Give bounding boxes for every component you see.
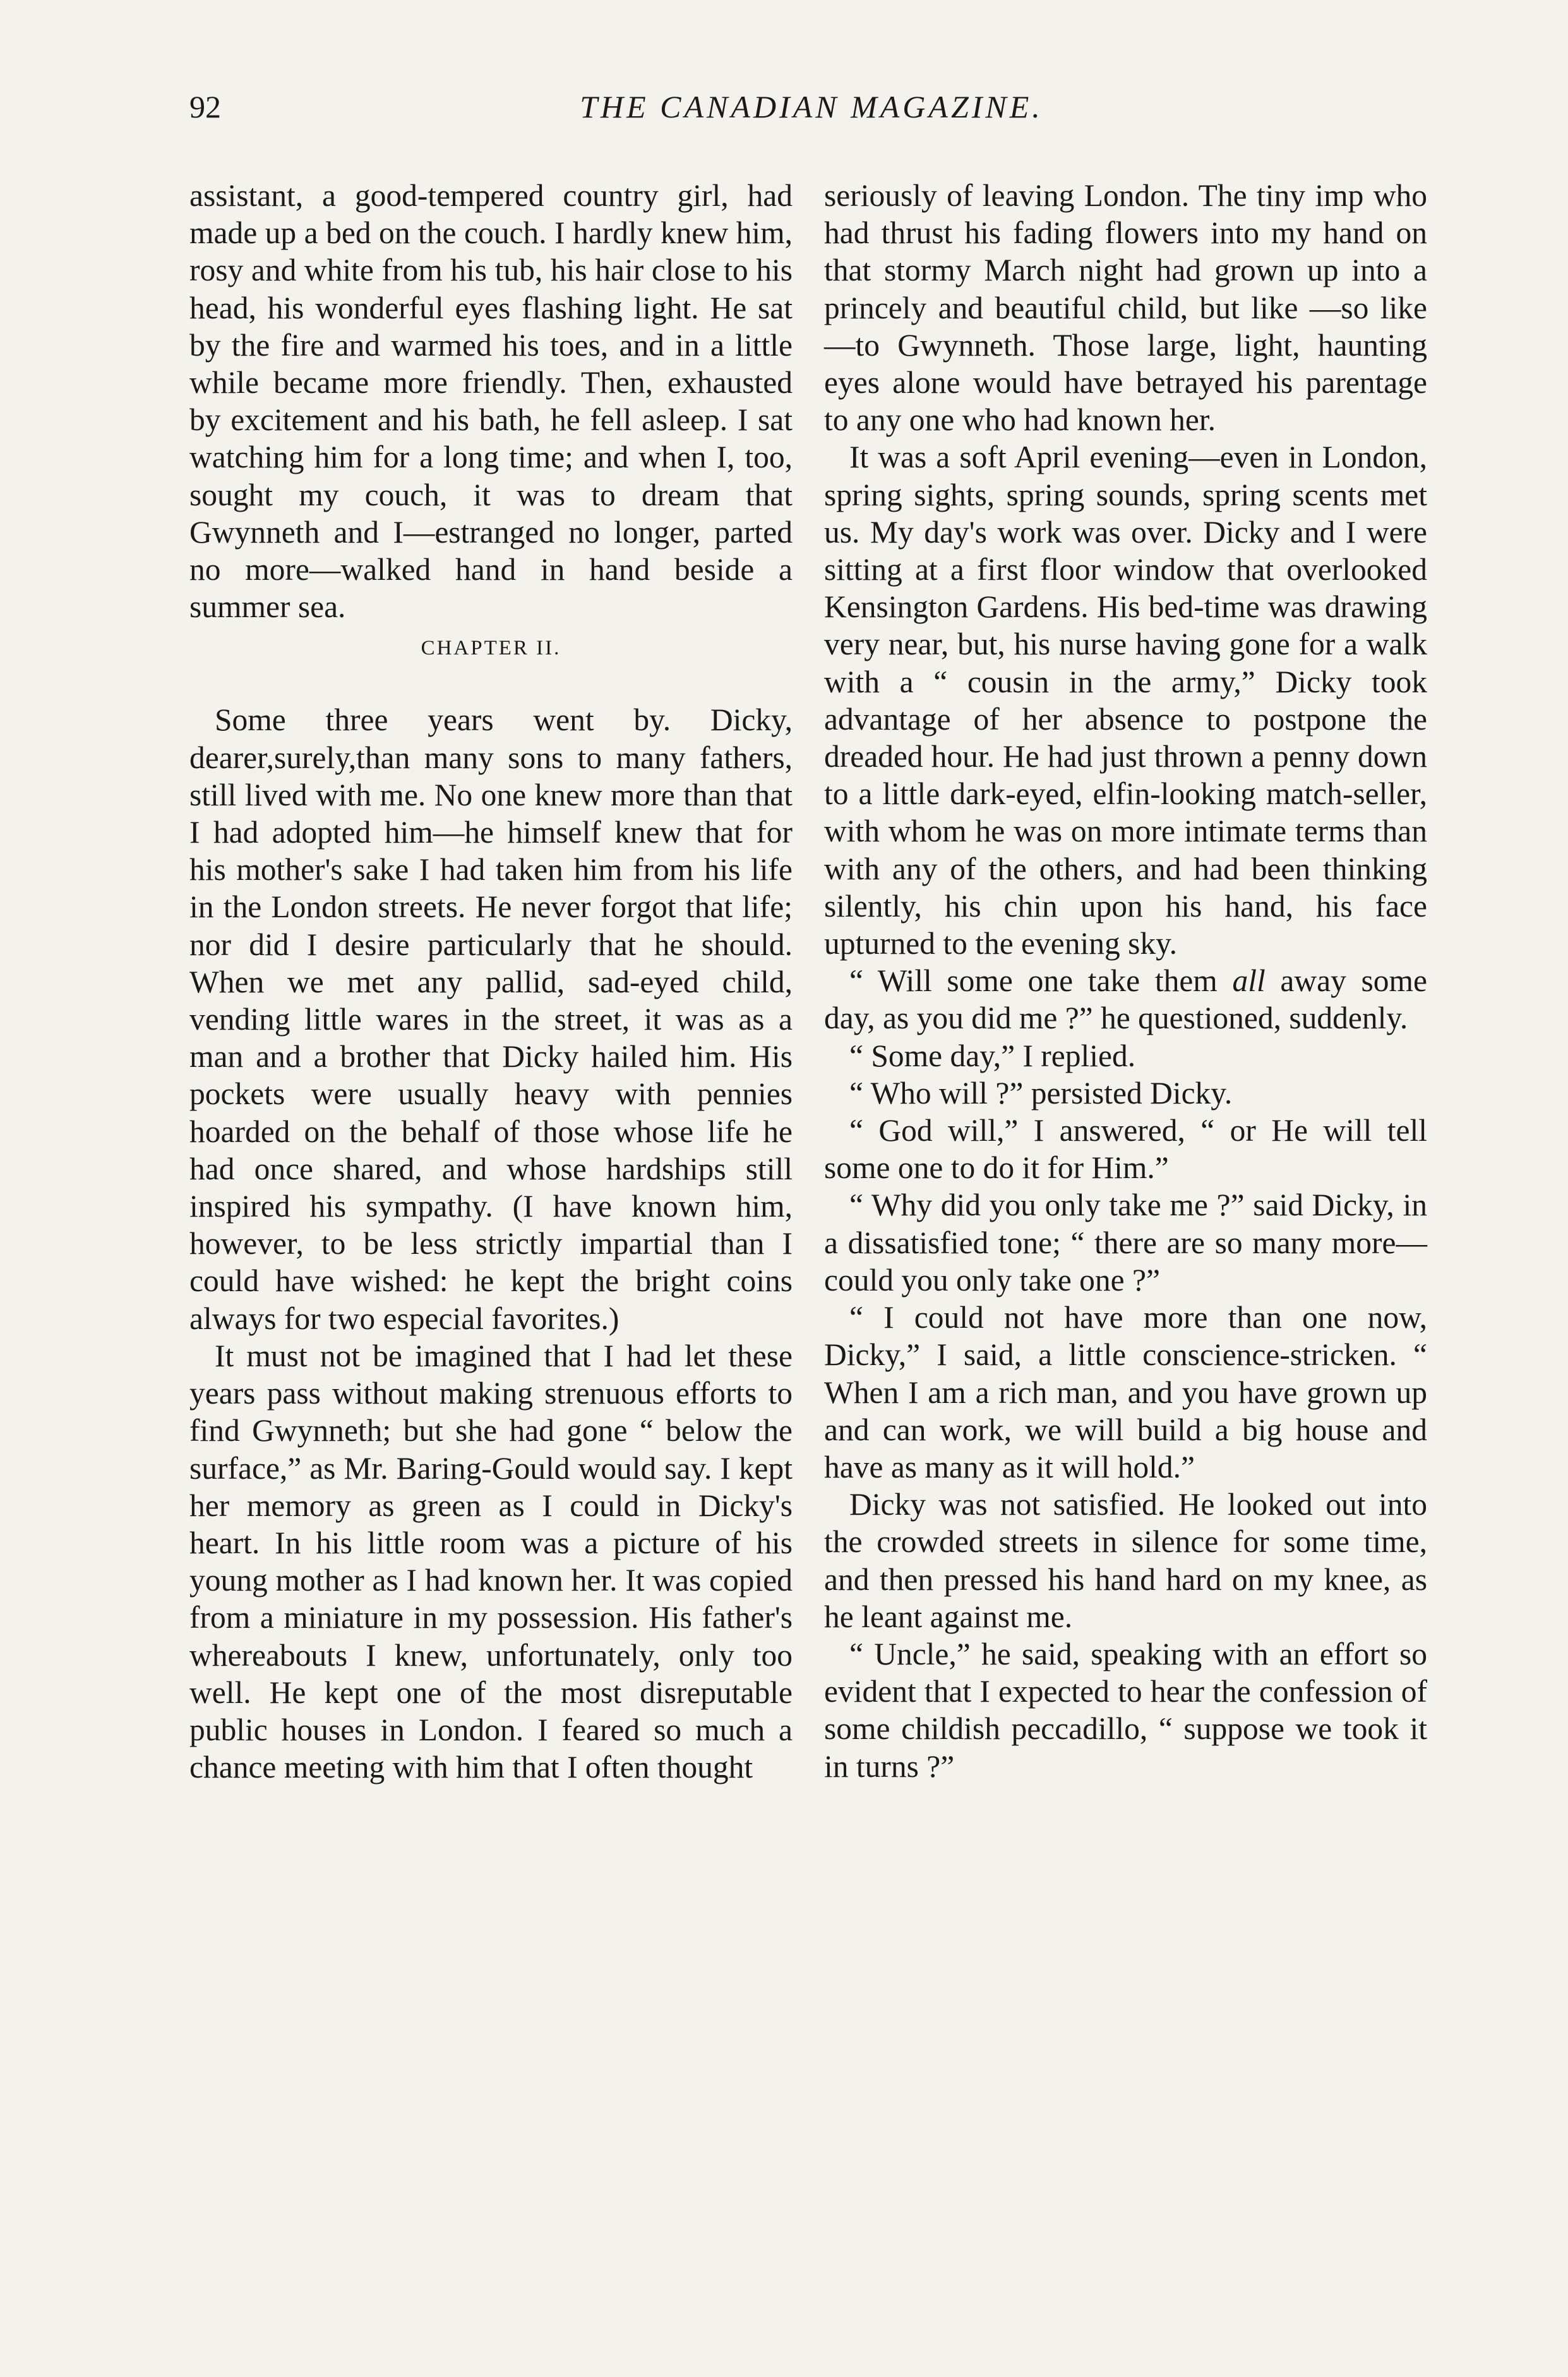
paragraph: “ Uncle,” he said, speaking with an effort so evident that I expected to hear the confession of some childish peccadillo, “ suppose we took it in turns ?” [824, 1636, 1427, 1784]
paragraph: “ I could not have more than one now, Dicky,” I said, a little conscience-stricken. “ When I am a rich man, and you have grown up and can work, we will build a big house and have as many as it will hold.” [824, 1300, 1427, 1484]
paragraph: “ Why did you only take me ?” said Dicky, in a dissatisfied tone; “ there are so many more—could you only take one ?” [824, 1188, 1427, 1297]
text-run: “ Will some one take them [849, 963, 1233, 999]
emphasis: all [1232, 963, 1266, 999]
paragraph: “ Some day,” I replied. [849, 1038, 1136, 1073]
paragraph: seriously of leaving London. The tiny imp who had thrust his fading flowers into my hand on that stormy March night had grown up into a princely and beautiful child, but like —so like—to Gwynneth. Those large, light, haunting eyes alone would have betrayed his parentage to any one who had known her. [824, 178, 1427, 438]
page-header [189, 88, 1433, 139]
paragraph: It was a soft April evening—even in London, spring sights, spring sounds, spring scents met us. My day's work was over. Dicky and I were sitting at a first floor window that overlooked Kensington Gardens. His bed-time was drawing very near, but, his nurse having gone for a walk with a “ cousin in the army,” Dicky took advantage of her absence to postpone the dreaded hour. He had just thrown a penny down to a little dark-eyed, elfin-looking match-seller, with whom he was on more intimate terms than with any of the others, and had been thinking silently, his chin upon his hand, his face upturned to the evening sky. [824, 440, 1427, 961]
paragraph [824, 962, 1427, 1037]
paragraph: “ God will,” I answered, “ or He will tell some one to do it for Him.” [824, 1113, 1427, 1186]
left-column [189, 177, 793, 1786]
paragraph: assistant, a good-tempered country girl, had made up a bed on the couch. I hardly knew him, rosy and white from his tub, his hair close to his head, his wonderful eyes flashing light. He sat by the fire and warmed his toes, and in a little while became more friendly. Then, exhausted by excitement and his bath, he fell asleep. I sat watching him for a long time; and when I, too, sought my couch, it was to dream that Gwynneth and I—estranged no longer, parted no more—walked hand in hand beside a summer sea. [189, 178, 793, 625]
paragraph: It must not be imagined that I had let these years pass without making strenuous efforts to find Gwynneth; but she had gone “ below the surface,” as Mr. Baring-Gould would say. I kept her memory as green as I could in Dicky's heart. In his little room was a picture of his young mother as I had known her. It was copied from a miniature in my possession. His father's whereabouts I knew, unfortunately, only too well. He kept one of the most disreputable public houses in London. I feared so much a chance meeting with him that I often thought [189, 1338, 793, 1785]
running-title: THE CANADIAN MAGAZINE. [580, 89, 1043, 124]
paragraph: “ Who will ?” persisted Dicky. [849, 1075, 1233, 1110]
chapter-heading: CHAPTER II. [421, 637, 561, 660]
text-run: away some day, as you did me ?” he questioned, suddenly. [824, 963, 1427, 1036]
paragraph: Dicky was not satisfied. He looked out into the crowded streets in silence for some time, and then pressed his hand hard on my knee, as he leant against me. [824, 1487, 1427, 1634]
page-number: 92 [189, 89, 221, 124]
paragraph: Some three years went by. Dicky, dearer,surely,than many sons to many fathers, still lived with me. No one knew more than that I had adopted him—he himself knew that for his mother's sake I had taken him from his life in the London streets. He never forgot that life; nor did I desire particularly that he should. When we met any pallid, sad-eyed child, vending little wares in the street, it was as a man and a brother that Dicky hailed him. His pockets were usually heavy with pennies hoarded on the behalf of those whose life he had once shared, and whose hardships still inspired his sympathy. (I have known him, however, to be less strictly impartial than I could have wished: he kept the bright coins always for two especial favorites.) [189, 702, 793, 1336]
right-column [824, 177, 1427, 1785]
